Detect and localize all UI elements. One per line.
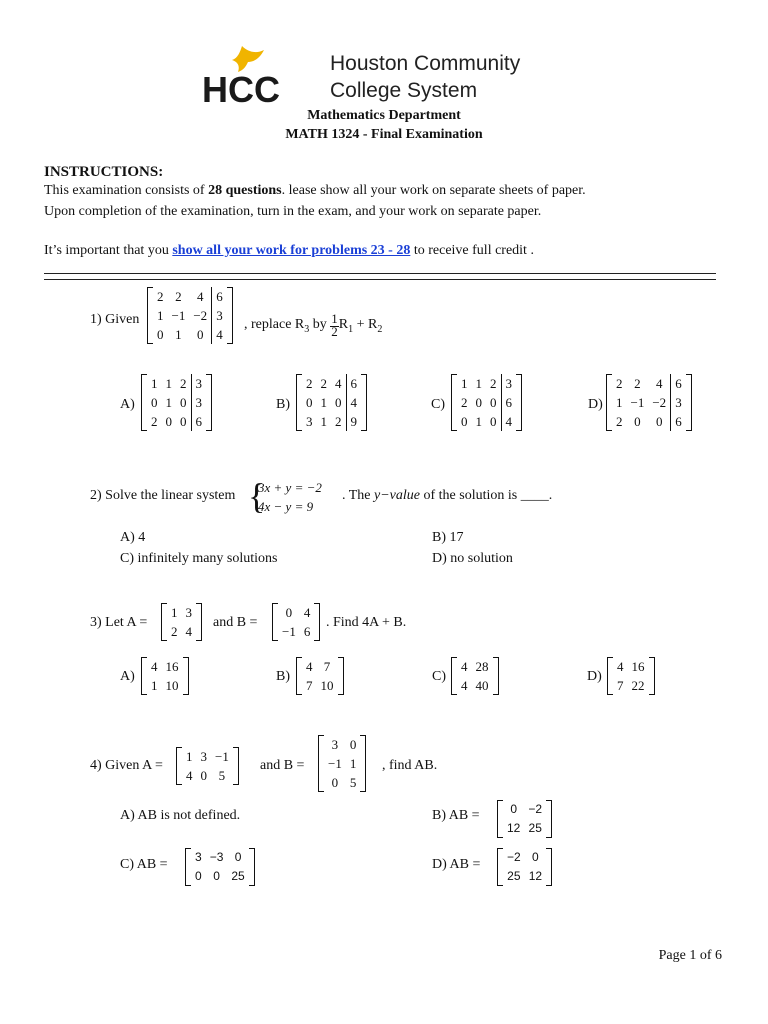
department: Mathematics Department <box>307 108 461 123</box>
matrix-cell: 0 <box>490 395 497 410</box>
matrix-cell: 1 <box>175 327 182 342</box>
matrix-cell: 4 <box>461 678 468 693</box>
matrix-cell: 0 <box>510 802 518 816</box>
q4-matrix-a <box>176 747 239 785</box>
matrix-cell: 0 <box>234 850 242 864</box>
matrix-cell: 2 <box>175 289 182 304</box>
divider <box>44 273 716 280</box>
matrix-cell: 4 <box>501 412 516 431</box>
q1-operation: , replace $R_3$ by $\frac{1}{2}R_1 + R_2$ <box>244 311 383 339</box>
matrix-cell: −2 <box>507 850 521 864</box>
q1-choice-c-matrix <box>451 374 522 431</box>
q3-find: . Find 4A + B. <box>326 615 407 630</box>
q3-choice-a-label: A) <box>120 669 135 684</box>
matrix-cell: 0 <box>532 850 539 864</box>
matrix-cell: 2 <box>335 414 342 429</box>
q2-choice-c: C) infinitely many solutions <box>120 551 278 566</box>
bracket-right <box>546 800 552 838</box>
q1-choice-c-label: C) <box>431 397 445 412</box>
matrix-cell: −1 <box>215 749 229 764</box>
org-line-2: College System <box>330 79 478 102</box>
matrix-cell: 16 <box>165 659 179 674</box>
matrix-cell: 2 <box>151 414 158 429</box>
matrix-cell: 1 <box>151 376 158 391</box>
matrix-cell: 0 <box>475 395 482 410</box>
matrix-cell: 0 <box>213 869 220 883</box>
matrix-cell: 25 <box>507 869 521 883</box>
q4-choice-b-matrix <box>497 800 552 838</box>
q2-choice-a: A) 4 <box>120 530 146 545</box>
exam-title: MATH 1324 - Final Examination <box>285 127 483 142</box>
bracket-right <box>249 848 255 886</box>
q3-choice-b-matrix <box>296 657 344 695</box>
logo-wordmark: HCC <box>202 69 280 106</box>
matrix-cell: 2 <box>180 376 187 391</box>
bracket-right <box>686 374 692 431</box>
matrix-cell: 3 <box>331 737 339 752</box>
matrix-cell: 4 <box>335 376 342 391</box>
work-problems-link[interactable]: show all your work for problems 23 - 28 <box>172 243 411 258</box>
matrix-cell: 0 <box>285 605 293 620</box>
q3-choice-a-matrix <box>141 657 189 695</box>
q1-choice-a-matrix <box>141 374 212 431</box>
matrix-cell: 0 <box>306 395 313 410</box>
q2-brace: { <box>248 476 266 516</box>
bracket-right <box>361 374 367 431</box>
matrix-cell: 2 <box>461 395 468 410</box>
matrix-cell: 6 <box>346 374 361 393</box>
q4-prefix: 4) Given A = <box>90 758 163 773</box>
matrix-cell: 1 <box>475 414 482 429</box>
matrix-cell: 2 <box>171 624 178 639</box>
bracket-right <box>227 287 233 344</box>
q1-prefix: 1) Given <box>90 312 140 327</box>
page-number: Page 1 of 6 <box>658 948 722 963</box>
matrix-cell: 4 <box>346 393 361 412</box>
matrix-cell: 7 <box>306 678 313 693</box>
matrix-cell: 3 <box>185 605 192 620</box>
q3-choice-d-matrix <box>607 657 655 695</box>
matrix-cell: 0 <box>349 737 357 752</box>
matrix-cell: 2 <box>634 376 641 391</box>
hcc-logo <box>202 44 292 106</box>
matrix-cell: 25 <box>528 821 542 835</box>
bracket-right <box>233 747 239 785</box>
q1-choice-b-label: B) <box>276 397 290 412</box>
matrix-cell: 0 <box>197 327 204 342</box>
matrix-cell: −2 <box>528 802 543 816</box>
matrix-cell: 12 <box>507 821 521 835</box>
q1-matrix <box>147 287 233 344</box>
matrix-cell: 3 <box>671 393 686 412</box>
bracket-right <box>546 848 552 886</box>
q4-choice-a: A) AB is not defined. <box>120 808 241 823</box>
org-name <box>330 50 520 104</box>
bracket-right <box>196 603 202 641</box>
matrix-cell: 6 <box>303 624 311 639</box>
matrix-cell: 1 <box>165 376 172 391</box>
matrix-cell: 2 <box>616 414 623 429</box>
matrix-cell: −2 <box>193 308 208 323</box>
matrix-cell: 3 <box>191 374 206 393</box>
matrix-cell: 3 <box>191 393 206 412</box>
q3-choice-c-matrix <box>451 657 499 695</box>
matrix-cell: 0 <box>200 768 207 783</box>
matrix-cell: 0 <box>195 869 202 883</box>
q3-choice-c-label: C) <box>432 669 446 684</box>
matrix-cell: 6 <box>671 412 686 431</box>
matrix-cell: 1 <box>320 395 327 410</box>
matrix-cell: 3 <box>501 374 516 393</box>
matrix-cell: 28 <box>475 659 489 674</box>
matrix-cell: 0 <box>331 775 339 790</box>
bracket-right <box>516 374 522 431</box>
matrix-cell: 12 <box>528 869 543 883</box>
matrix-cell: 4 <box>306 659 313 674</box>
matrix-cell: 0 <box>180 395 187 410</box>
q4-choice-d-label: D) AB = <box>432 857 481 872</box>
matrix-cell: −1 <box>171 308 186 323</box>
matrix-cell: 9 <box>346 412 361 431</box>
matrix-cell: 1 <box>320 414 327 429</box>
matrix-cell: 4 <box>303 605 311 620</box>
matrix-cell: 1 <box>461 376 468 391</box>
matrix-cell: 10 <box>320 678 334 693</box>
matrix-cell: 4 <box>185 624 192 639</box>
bracket-right <box>206 374 212 431</box>
matrix-cell: 6 <box>501 393 516 412</box>
matrix-cell: 4 <box>617 659 624 674</box>
matrix-cell: 0 <box>157 327 164 342</box>
matrix-cell: 1 <box>151 678 158 693</box>
bracket-right <box>338 657 344 695</box>
matrix-cell: 1 <box>165 395 172 410</box>
matrix-cell: 1 <box>475 376 482 391</box>
matrix-cell: 4 <box>656 376 663 391</box>
matrix-cell: 3 <box>306 414 313 429</box>
q1-choice-d-label: D) <box>588 397 603 412</box>
matrix-cell: 0 <box>461 414 468 429</box>
matrix-cell: −1 <box>328 756 342 771</box>
matrix-cell: 3 <box>200 749 207 764</box>
matrix-cell: 6 <box>212 287 227 306</box>
matrix-cell: 2 <box>616 376 623 391</box>
instructions-line-2: Upon completion of the examination, turn in the exam, and your work on separate paper. <box>44 204 542 219</box>
matrix-cell: 2 <box>157 289 164 304</box>
q4-choice-c-matrix <box>185 848 255 886</box>
q2-suffix: . The y−value of the solution is ____. <box>342 488 553 503</box>
bracket-right <box>183 657 189 695</box>
q3-prefix: 3) Let A = <box>90 615 148 630</box>
q3-choice-b-label: B) <box>276 669 290 684</box>
bracket-right <box>314 603 320 641</box>
bracket-right <box>360 735 366 792</box>
matrix-cell: 2 <box>490 376 497 391</box>
matrix-cell: −1 <box>630 395 645 410</box>
q2-choice-d: D) no solution <box>432 551 513 566</box>
matrix-cell: 0 <box>165 414 172 429</box>
instructions-line-3: It’s important that you show all your work for problems 23 - 28 to receive full credit . <box>44 243 534 258</box>
matrix-cell: 1 <box>349 756 357 771</box>
matrix-cell: 10 <box>165 678 179 693</box>
q3-matrix-b <box>272 603 320 641</box>
q4-choice-c-label: C) AB = <box>120 857 168 872</box>
q1-choice-d-matrix <box>606 374 692 431</box>
matrix-cell: −3 <box>209 850 224 864</box>
bracket-right <box>649 657 655 695</box>
matrix-cell: 3 <box>195 850 202 864</box>
matrix-cell: 4 <box>197 289 204 304</box>
matrix-cell: 1 <box>616 395 623 410</box>
matrix-cell: 5 <box>349 775 357 790</box>
bracket-right <box>493 657 499 695</box>
q1-fraction: $\frac{1}{2}$ <box>331 311 338 339</box>
matrix-cell: 22 <box>631 678 645 693</box>
matrix-cell: 25 <box>231 869 245 883</box>
matrix-cell: 0 <box>151 395 158 410</box>
matrix-cell: 16 <box>631 659 645 674</box>
q4-find: , find AB. <box>382 758 438 773</box>
matrix-cell: 6 <box>671 374 686 393</box>
matrix-cell: 0 <box>180 414 187 429</box>
q4-matrix-b <box>318 735 366 792</box>
matrix-cell: 0 <box>634 414 641 429</box>
matrix-cell: 5 <box>218 768 226 783</box>
matrix-cell: 3 <box>212 306 227 325</box>
matrix-cell: 40 <box>475 678 489 693</box>
matrix-cell: 4 <box>186 768 193 783</box>
q3-choice-d-label: D) <box>587 669 602 684</box>
q1-choice-a-label: A) <box>120 397 135 412</box>
matrix-cell: 6 <box>191 412 206 431</box>
matrix-cell: −2 <box>652 395 667 410</box>
q3-and: and B = <box>213 615 258 630</box>
matrix-cell: −1 <box>282 624 296 639</box>
q2-prefix: 2) Solve the linear system <box>90 488 236 503</box>
matrix-cell: 7 <box>323 659 331 674</box>
q1-choice-b-matrix <box>296 374 367 431</box>
matrix-cell: 4 <box>151 659 158 674</box>
q2-eq1: 3x + y = −2 <box>258 480 322 495</box>
matrix-cell: 1 <box>157 308 164 323</box>
q4-choice-b-label: B) AB = <box>432 808 480 823</box>
matrix-cell: 1 <box>171 605 178 620</box>
matrix-cell: 4 <box>212 325 227 344</box>
instructions-heading: INSTRUCTIONS: <box>44 164 164 180</box>
matrix-cell: 0 <box>335 395 342 410</box>
matrix-cell: 7 <box>617 678 624 693</box>
q2-choice-b: B) 17 <box>432 530 464 545</box>
matrix-cell: 0 <box>656 414 663 429</box>
matrix-cell: 2 <box>320 376 327 391</box>
matrix-cell: 2 <box>306 376 313 391</box>
q4-choice-d-matrix <box>497 848 552 886</box>
matrix-cell: 0 <box>490 414 497 429</box>
instructions-line-1: This examination consists of 28 questions. lease show all your work on separate sheets of paper. <box>44 183 586 198</box>
q2-eq2: 4x − y = 9 <box>258 499 314 514</box>
q2-system <box>248 476 322 516</box>
q3-matrix-a <box>161 603 202 641</box>
q4-and: and B = <box>260 758 305 773</box>
matrix-cell: 4 <box>461 659 468 674</box>
org-line-1: Houston Community <box>330 52 521 75</box>
matrix-cell: 1 <box>186 749 193 764</box>
